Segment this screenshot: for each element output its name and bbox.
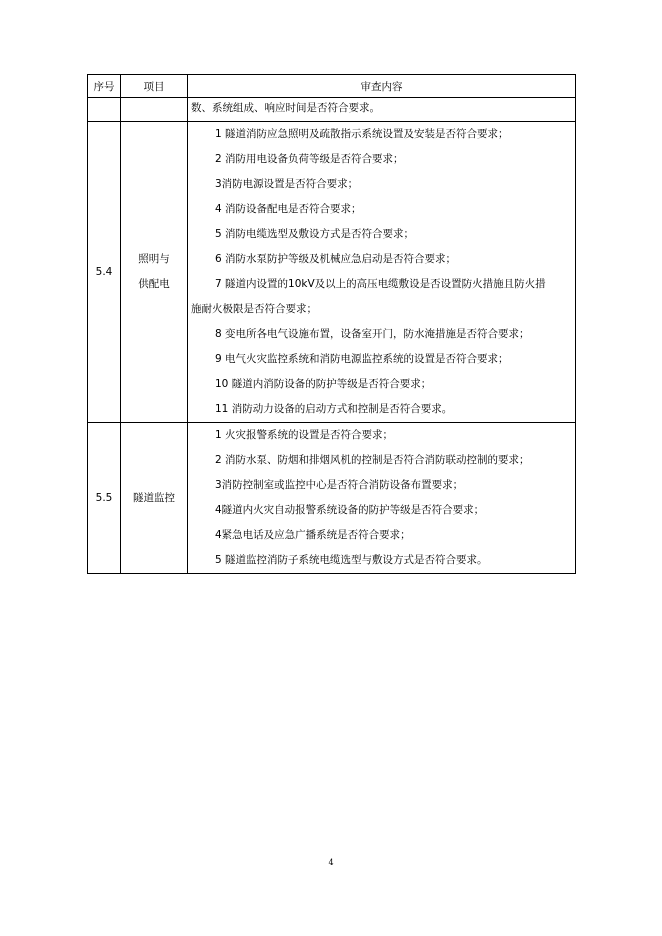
- header-item: 项目: [121, 75, 188, 98]
- list-item: 5 隧道监控消防子系统电缆选型与敷设方式是否符合要求。: [215, 554, 488, 566]
- list-item: 6 消防水泵防护等级及机械应急启动是否符合要求；: [215, 253, 457, 265]
- list-item: 9 电气火灾监控系统和消防电源监控系统的设置是否符合要求；: [215, 353, 509, 365]
- list-item: 4 消防设备配电是否符合要求；: [215, 203, 362, 215]
- section-category: [121, 423, 188, 574]
- header-number: 序号: [88, 75, 121, 98]
- empty-cell: [88, 98, 121, 122]
- category-line: 隧道监控: [133, 491, 175, 504]
- continuation-row: [88, 98, 576, 122]
- content-cell: [188, 423, 576, 574]
- section-number: 5.5: [88, 423, 121, 574]
- header-row: [88, 75, 576, 98]
- content-cell: [188, 122, 576, 423]
- list-item: 2 消防水泵、防烟和排烟风机的控制是否符合消防联动控制的要求；: [215, 454, 530, 466]
- continuation-text: 数、系统组成、响应时间是否符合要求。: [191, 102, 380, 114]
- table-row-5-4: [88, 122, 576, 423]
- list-item: 4紧急电话及应急广播系统是否符合要求；: [215, 529, 411, 541]
- list-item: 11 消防动力设备的启动方式和控制是否符合要求。: [215, 403, 453, 415]
- list-item: 7 隧道内设置的10kV及以上的高压电缆敷设是否设置防火措施且防火措: [215, 278, 546, 290]
- empty-cell: [121, 98, 188, 122]
- section-number: 5.4: [88, 122, 121, 423]
- list-item: 1 隧道消防应急照明及疏散指示系统设置及安装是否符合要求；: [215, 128, 509, 140]
- list-item: 10 隧道内消防设备的防护等级是否符合要求；: [215, 378, 432, 390]
- list-item: 1 火灾报警系统的设置是否符合要求；: [215, 429, 394, 441]
- list-item: 4隧道内火灾自动报警系统设备的防护等级是否符合要求；: [215, 504, 485, 516]
- list-item: 3消防电源设置是否符合要求；: [215, 178, 359, 190]
- list-item: 2 消防用电设备负荷等级是否符合要求；: [215, 153, 404, 165]
- list-item-continuation: 施耐火极限是否符合要求；: [191, 303, 317, 315]
- list-item: 5 消防电缆选型及敷设方式是否符合要求；: [215, 228, 415, 240]
- section-category: [121, 122, 188, 423]
- table-row-5-5: [88, 423, 576, 574]
- header-content: 审查内容: [188, 75, 576, 98]
- list-item: 3消防控制室或监控中心是否符合消防设备布置要求；: [215, 479, 464, 491]
- content-cell: [188, 98, 576, 122]
- category-line: 供配电: [138, 278, 170, 290]
- category-line: 照明与: [138, 253, 170, 265]
- list-item: 8 变电所各电气设施布置，设备室开门，防水淹措施是否符合要求；: [215, 328, 530, 340]
- review-table: [87, 74, 576, 574]
- page-number: 4: [328, 858, 334, 867]
